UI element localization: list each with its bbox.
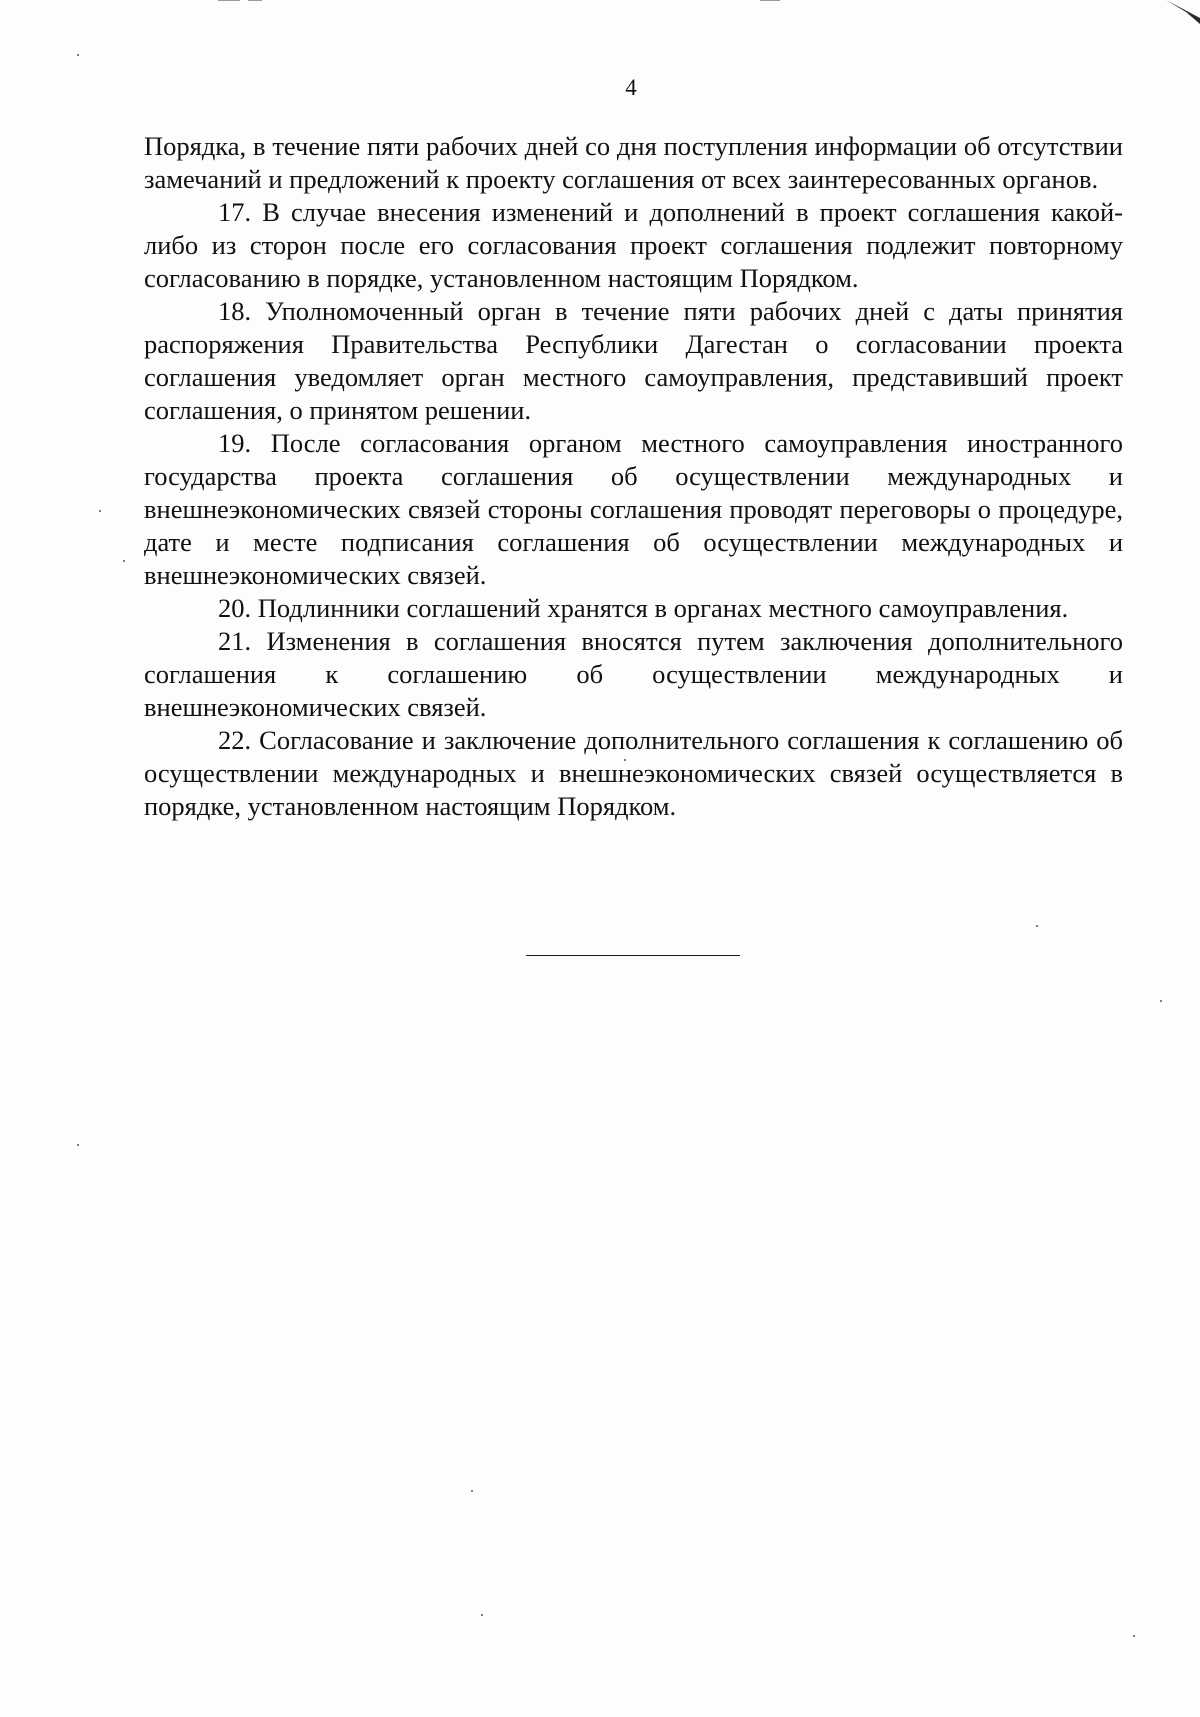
document-body: [144, 130, 1123, 823]
end-of-document-rule: [526, 955, 740, 956]
scan-speck: [77, 54, 79, 56]
scan-edge-line: [248, 0, 262, 1]
paragraph-continuation: Порядка, в течение пяти рабочих дней со дня поступления информации об отсутствии замечаний и предложений к проекту соглашения от всех заинтересованных органов.: [144, 131, 1123, 194]
paragraph-19: 19. После согласования органом местного самоуправления иностранного государства проекта соглашения об осуществлении международных и внешнеэкономических связей стороны соглашения проводят переговоры о процедуре, дате и месте подписания соглашения об осуществлении международных и внешнеэкономических связей.: [144, 428, 1123, 590]
scan-speck: [481, 1614, 483, 1616]
scan-speck: [471, 1490, 473, 1492]
paragraph-17: 17. В случае внесения изменений и дополнений в проект соглашения какой-либо из сторон после его согласования проект соглашения подлежит повторному согласованию в порядке, установленном настоящим Порядком.: [144, 197, 1123, 293]
scan-speck: [77, 1144, 79, 1146]
scan-speck: [99, 510, 101, 512]
paragraph-20: 20. Подлинники соглашений хранятся в органах местного самоуправления.: [218, 593, 1069, 623]
page-number: 4: [625, 75, 637, 100]
scan-edge-line: [218, 0, 240, 1]
paragraph-22: 22. Согласование и заключение дополнительного соглашения к соглашению об осуществлении международных и внешнеэкономических связей осуществляется в порядке, установленном настоящим Порядком.: [144, 725, 1123, 821]
scan-speck: [123, 560, 125, 562]
scan-speck: [1133, 1635, 1135, 1637]
scan-speck: [1036, 925, 1038, 927]
paragraph-21: 21. Изменения в соглашения вносятся путем заключения дополнительного соглашения к соглашению об осуществлении международных и внешнеэкономических связей.: [144, 626, 1123, 722]
paragraph-18: 18. Уполномоченный орган в течение пяти рабочих дней с даты принятия распоряжения Правительства Республики Дагестан о согласовании проекта соглашения уведомляет орган местного самоуправления, представивший проект соглашения, о принятом решении.: [144, 296, 1123, 425]
scan-edge-line: [760, 0, 780, 1]
scan-speck: [1160, 1000, 1162, 1002]
scan-corner-shadow: [1160, 0, 1200, 24]
